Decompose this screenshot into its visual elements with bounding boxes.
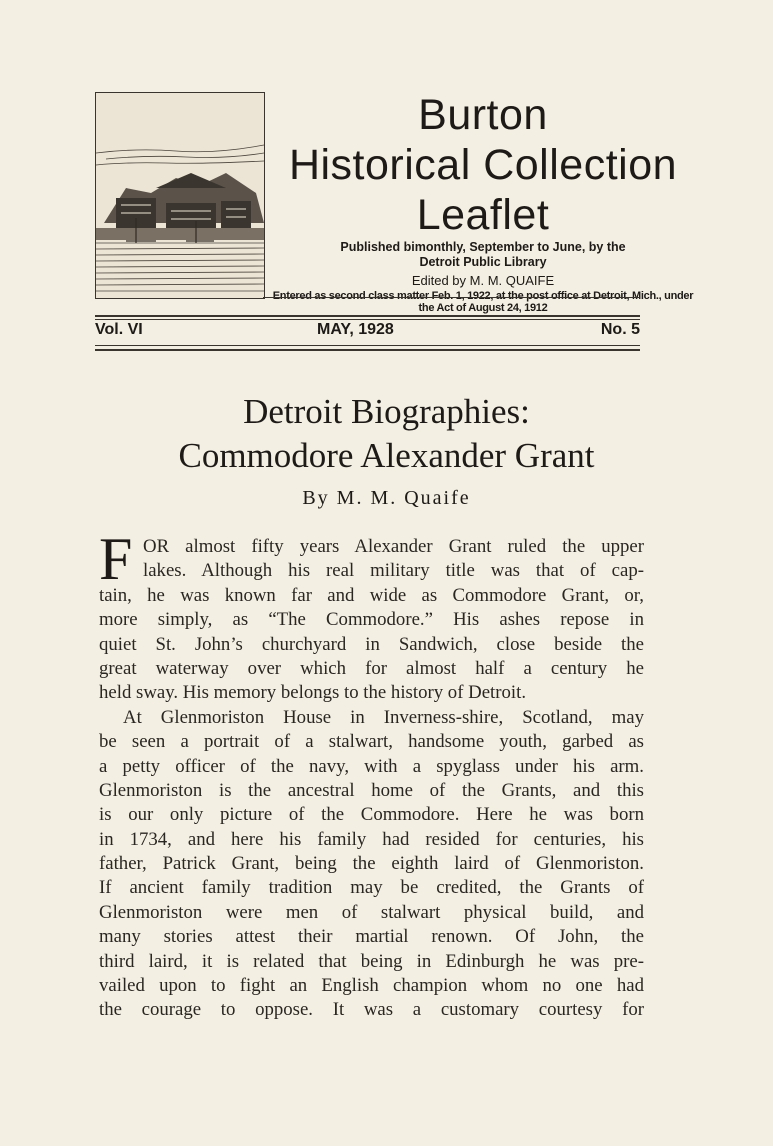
leaflet-title [268,90,698,240]
title-line-1: Burton [418,91,548,139]
issue-number: No. 5 [600,321,640,338]
body-line: more simply, as “The Commodore.” His ashes repose in [99,609,644,631]
publication-frequency: Published bimonthly, September to June, by the [340,240,626,254]
body-line: Glenmoriston is the ancestral home of the Grants, and this [99,779,644,801]
postal-notice-line-1: Entered as second class matter Feb. 1, 1922, at the post office at Detroit, Mich., under [272,290,694,302]
body-line: is our only picture of the Commodore. Here he was born [99,804,644,826]
volume-label: Vol. VI [95,321,143,338]
issue-top-rule [95,315,640,317]
body-line: be seen a portrait of a stalwart, handsome youth, garbed as [99,731,644,753]
issue-top-rule-thin [95,319,640,320]
issue-bottom-rule [95,349,640,351]
article-byline [60,487,713,510]
title-line-3: Leaflet [416,191,550,239]
issue-bottom-rule-thin [95,345,640,346]
body-line: third laird, it is related that being in Edinburgh he was pre- [99,950,644,972]
masthead-engraving-image [95,92,265,299]
publisher-name: Detroit Public Library [419,255,547,269]
article-body [99,526,644,1023]
byline-prefix: By [302,487,330,509]
body-line: lakes. Although his real military title was that of cap- [143,560,644,582]
article-title-line-2: Commodore Alexander Grant [178,436,595,475]
postal-notice-line-2: the Act of August 24, 1912 [418,302,548,314]
editor-credit: Edited by M. M. QUAIFE [411,273,555,288]
body-line: the courage to oppose. It was a customary courtesy for [99,999,644,1021]
body-line: a petty officer of the navy, with a spyglass under his arm. [99,755,644,777]
body-line: OR almost fifty years Alexander Grant ruled the upper [143,536,644,557]
masthead-rule [263,297,640,298]
body-line: vailed upon to fight an English champion whom no one had [99,975,644,997]
body-line: If ancient family tradition may be credited, the Grants of [99,877,644,899]
body-line: in 1734, and here his family had resided for centuries, his [99,828,644,850]
title-line-2: Historical Collection [288,141,678,189]
issue-date: MAY, 1928 [317,321,394,338]
body-line: Glenmoriston were men of stalwart physical build, and [99,901,644,923]
body-line: held sway. His memory belongs to the history of Detroit. [99,682,527,704]
article-title-line-1: Detroit Biographies: [243,392,530,431]
body-line: tain, he was known far and wide as Commodore Grant, or, [99,584,644,606]
issue-info-row [95,321,640,345]
body-line: father, Patrick Grant, being the eighth laird of Glenmoriston. [99,853,644,875]
body-line: At Glenmoriston House in Inverness-shire, Scotland, may [123,706,644,728]
article-title [60,390,713,478]
body-line: quiet St. John’s churchyard in Sandwich, close beside the [99,633,644,655]
body-line: great waterway over which for almost half a century he [99,657,644,679]
masthead-details [268,240,698,314]
byline-author: M. M. Quaife [336,487,471,509]
body-line: many stories attest their martial renown. Of John, the [99,926,644,948]
drop-cap: F [99,526,133,592]
